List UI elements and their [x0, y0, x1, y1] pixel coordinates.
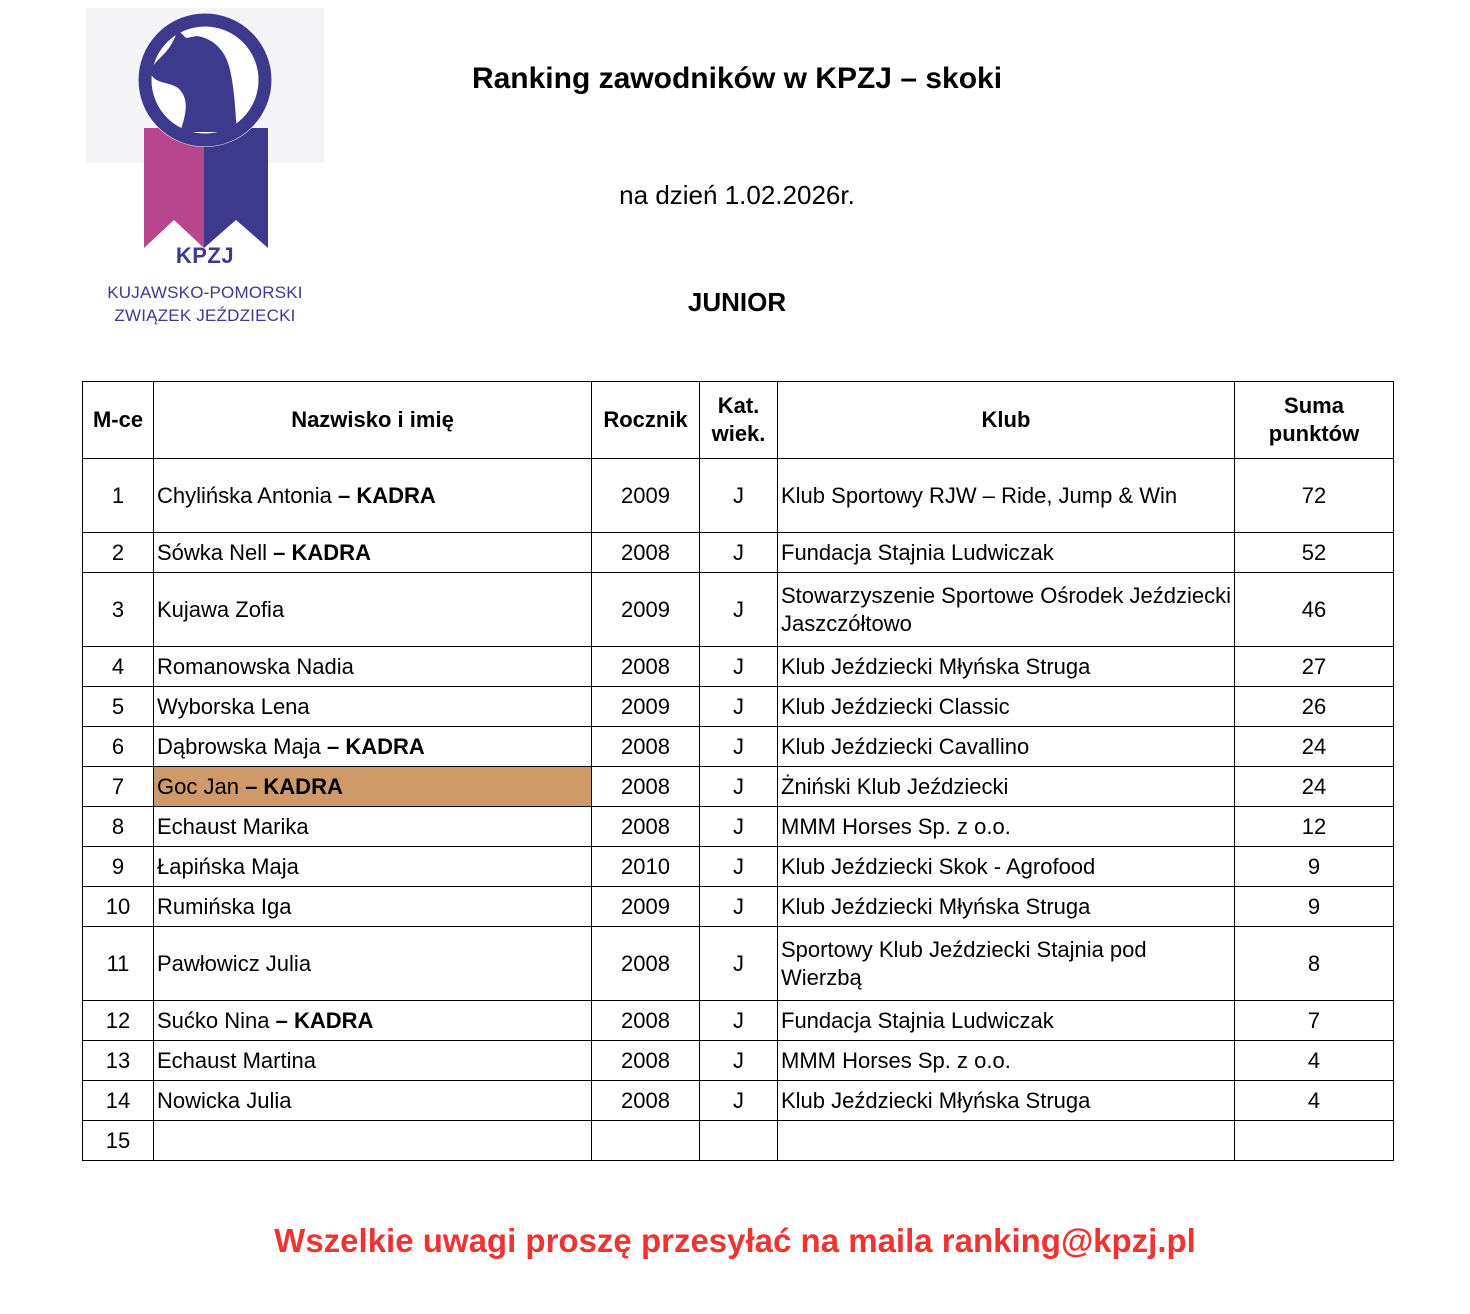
- ranking-date: na dzień 1.02.2026r.: [619, 180, 855, 210]
- cell-club: Klub Jeździecki Classic: [778, 687, 1235, 727]
- athlete-name: Chylińska Antonia: [157, 482, 332, 508]
- cell-name: [154, 459, 592, 533]
- kadra-badge: – KADRA: [273, 539, 371, 565]
- ranking-table: [82, 381, 1394, 1161]
- table-row: [83, 687, 1394, 727]
- cell-points: 9: [1235, 887, 1394, 927]
- cell-year: 2009: [592, 687, 700, 727]
- table-row: [83, 573, 1394, 647]
- table-row: [83, 887, 1394, 927]
- cell-place: 15: [83, 1121, 154, 1161]
- cell-year: 2008: [592, 533, 700, 573]
- cell-points: 4: [1235, 1081, 1394, 1121]
- header-place: M-ce: [83, 382, 154, 459]
- athlete-name: Nowicka Julia: [157, 1087, 292, 1113]
- table-row: [83, 533, 1394, 573]
- header-club: Klub: [778, 382, 1235, 459]
- cell-year: 2009: [592, 573, 700, 647]
- athlete-name: Sówka Nell: [157, 539, 268, 565]
- cell-place: 14: [83, 1081, 154, 1121]
- cell-name: [154, 727, 592, 767]
- cell-year: 2008: [592, 1041, 700, 1081]
- table-row: [83, 807, 1394, 847]
- cell-club: MMM Horses Sp. z o.o.: [778, 807, 1235, 847]
- cell-place: 6: [83, 727, 154, 767]
- cell-category: J: [700, 727, 778, 767]
- cell-year: 2008: [592, 727, 700, 767]
- cell-category: J: [700, 687, 778, 727]
- cell-club: MMM Horses Sp. z o.o.: [778, 1041, 1235, 1081]
- cell-category: J: [700, 847, 778, 887]
- table-row: [83, 767, 1394, 807]
- cell-club: Sportowy Klub Jeździecki Stajnia pod Wierzbą: [778, 927, 1235, 1001]
- cell-year: [592, 1121, 700, 1161]
- kadra-badge: – KADRA: [275, 1007, 374, 1033]
- cell-category: J: [700, 1041, 778, 1081]
- cell-place: 13: [83, 1041, 154, 1081]
- cell-year: 2008: [592, 647, 700, 687]
- athlete-name: Łapińska Maja: [157, 853, 299, 879]
- cell-name: [154, 807, 592, 847]
- cell-year: 2008: [592, 807, 700, 847]
- cell-category: J: [700, 927, 778, 1001]
- cell-year: 2008: [592, 1001, 700, 1041]
- athlete-name: Pawłowicz Julia: [157, 950, 312, 976]
- horse-head-icon: [86, 8, 324, 248]
- cell-year: 2009: [592, 887, 700, 927]
- kpzj-logo: [86, 8, 324, 336]
- athlete-name: Echaust Martina: [157, 1047, 316, 1073]
- header-points-line-2: punktów: [1268, 421, 1360, 446]
- cell-place: 7: [83, 767, 154, 807]
- cell-points: 7: [1235, 1001, 1394, 1041]
- cell-name-highlighted: [154, 767, 592, 807]
- cell-club: Stowarzyszenie Sportowe Ośrodek Jeździecki Jaszczółtowo: [778, 573, 1235, 647]
- cell-place: 4: [83, 647, 154, 687]
- cell-category: J: [700, 459, 778, 533]
- athlete-name: Goc Jan: [157, 773, 239, 799]
- cell-club: [778, 1121, 1235, 1161]
- athlete-name: Echaust Marika: [157, 813, 309, 839]
- table-row: [83, 1001, 1394, 1041]
- kadra-badge: – KADRA: [245, 773, 343, 799]
- logo-name-line-1: KUJAWSKO-POMORSKI: [107, 283, 303, 302]
- contact-note: Wszelkie uwagi proszę przesyłać na maila ranking@kpzj.pl: [274, 1222, 1196, 1259]
- header-points: [1235, 382, 1394, 459]
- cell-name: [154, 573, 592, 647]
- cell-name: [154, 1121, 592, 1161]
- kadra-badge: – KADRA: [338, 482, 436, 508]
- logo-abbreviation: KPZJ: [175, 243, 235, 268]
- cell-name: [154, 647, 592, 687]
- cell-place: 8: [83, 807, 154, 847]
- header-name: Nazwisko i imię: [154, 382, 592, 459]
- cell-place: 5: [83, 687, 154, 727]
- table-row: [83, 1041, 1394, 1081]
- cell-category: J: [700, 533, 778, 573]
- header-category: [700, 382, 778, 459]
- cell-category: J: [700, 573, 778, 647]
- athlete-name: Romanowska Nadia: [157, 653, 354, 679]
- cell-club: Fundacja Stajnia Ludwiczak: [778, 1001, 1235, 1041]
- cell-category: J: [700, 887, 778, 927]
- header-category-line-1: Kat.: [717, 393, 760, 418]
- cell-points: 8: [1235, 927, 1394, 1001]
- cell-name: [154, 1081, 592, 1121]
- athlete-name: Dąbrowska Maja: [157, 733, 321, 759]
- cell-category: J: [700, 807, 778, 847]
- table-row: [83, 927, 1394, 1001]
- cell-points: 26: [1235, 687, 1394, 727]
- table-row: [83, 459, 1394, 533]
- header-year: Rocznik: [592, 382, 700, 459]
- table-row: [83, 1121, 1394, 1161]
- cell-club: Klub Jeździecki Skok - Agrofood: [778, 847, 1235, 887]
- cell-points: 9: [1235, 847, 1394, 887]
- cell-category: J: [700, 647, 778, 687]
- cell-place: 11: [83, 927, 154, 1001]
- cell-place: 2: [83, 533, 154, 573]
- cell-club: Klub Jeździecki Młyńska Struga: [778, 647, 1235, 687]
- cell-place: 1: [83, 459, 154, 533]
- cell-club: Klub Jeździecki Młyńska Struga: [778, 1081, 1235, 1121]
- cell-place: 12: [83, 1001, 154, 1041]
- cell-year: 2008: [592, 927, 700, 1001]
- cell-year: 2008: [592, 1081, 700, 1121]
- athlete-name: Wyborska Lena: [157, 693, 310, 719]
- cell-points: 52: [1235, 533, 1394, 573]
- header-category-line-2: wiek.: [711, 421, 766, 446]
- cell-points: 4: [1235, 1041, 1394, 1081]
- table-header-row: [83, 382, 1394, 459]
- logo-name-line-2: ZWIĄZEK JEŹDZIECKI: [114, 306, 296, 325]
- cell-club: Klub Jeździecki Młyńska Struga: [778, 887, 1235, 927]
- cell-place: 3: [83, 573, 154, 647]
- cell-name: [154, 1001, 592, 1041]
- cell-points: 46: [1235, 573, 1394, 647]
- table-row: [83, 1081, 1394, 1121]
- cell-name: [154, 927, 592, 1001]
- cell-name: [154, 533, 592, 573]
- page-title: Ranking zawodników w KPZJ – skoki: [471, 62, 1003, 95]
- athlete-name: Kujawa Zofia: [157, 596, 285, 622]
- cell-name: [154, 1041, 592, 1081]
- table-row: [83, 847, 1394, 887]
- cell-year: 2010: [592, 847, 700, 887]
- cell-club: Klub Sportowy RJW – Ride, Jump & Win: [778, 459, 1235, 533]
- cell-place: 10: [83, 887, 154, 927]
- cell-year: 2009: [592, 459, 700, 533]
- cell-name: [154, 687, 592, 727]
- cell-points: 27: [1235, 647, 1394, 687]
- cell-category: [700, 1121, 778, 1161]
- cell-points: 24: [1235, 767, 1394, 807]
- cell-points: [1235, 1121, 1394, 1161]
- cell-points: 12: [1235, 807, 1394, 847]
- cell-club: Klub Jeździecki Cavallino: [778, 727, 1235, 767]
- athlete-name: Rumińska Iga: [157, 893, 292, 919]
- cell-points: 72: [1235, 459, 1394, 533]
- cell-category: J: [700, 1081, 778, 1121]
- table-row: [83, 727, 1394, 767]
- cell-name: [154, 847, 592, 887]
- cell-club: Fundacja Stajnia Ludwiczak: [778, 533, 1235, 573]
- cell-name: [154, 887, 592, 927]
- athlete-name: Sućko Nina: [157, 1007, 270, 1033]
- header-points-line-1: Suma: [1284, 393, 1344, 418]
- cell-category: J: [700, 1001, 778, 1041]
- table-row: [83, 647, 1394, 687]
- cell-club: Żniński Klub Jeździecki: [778, 767, 1235, 807]
- cell-points: 24: [1235, 727, 1394, 767]
- cell-year: 2008: [592, 767, 700, 807]
- category-heading: JUNIOR: [687, 287, 787, 317]
- kadra-badge: – KADRA: [326, 733, 425, 759]
- cell-category: J: [700, 767, 778, 807]
- cell-place: 9: [83, 847, 154, 887]
